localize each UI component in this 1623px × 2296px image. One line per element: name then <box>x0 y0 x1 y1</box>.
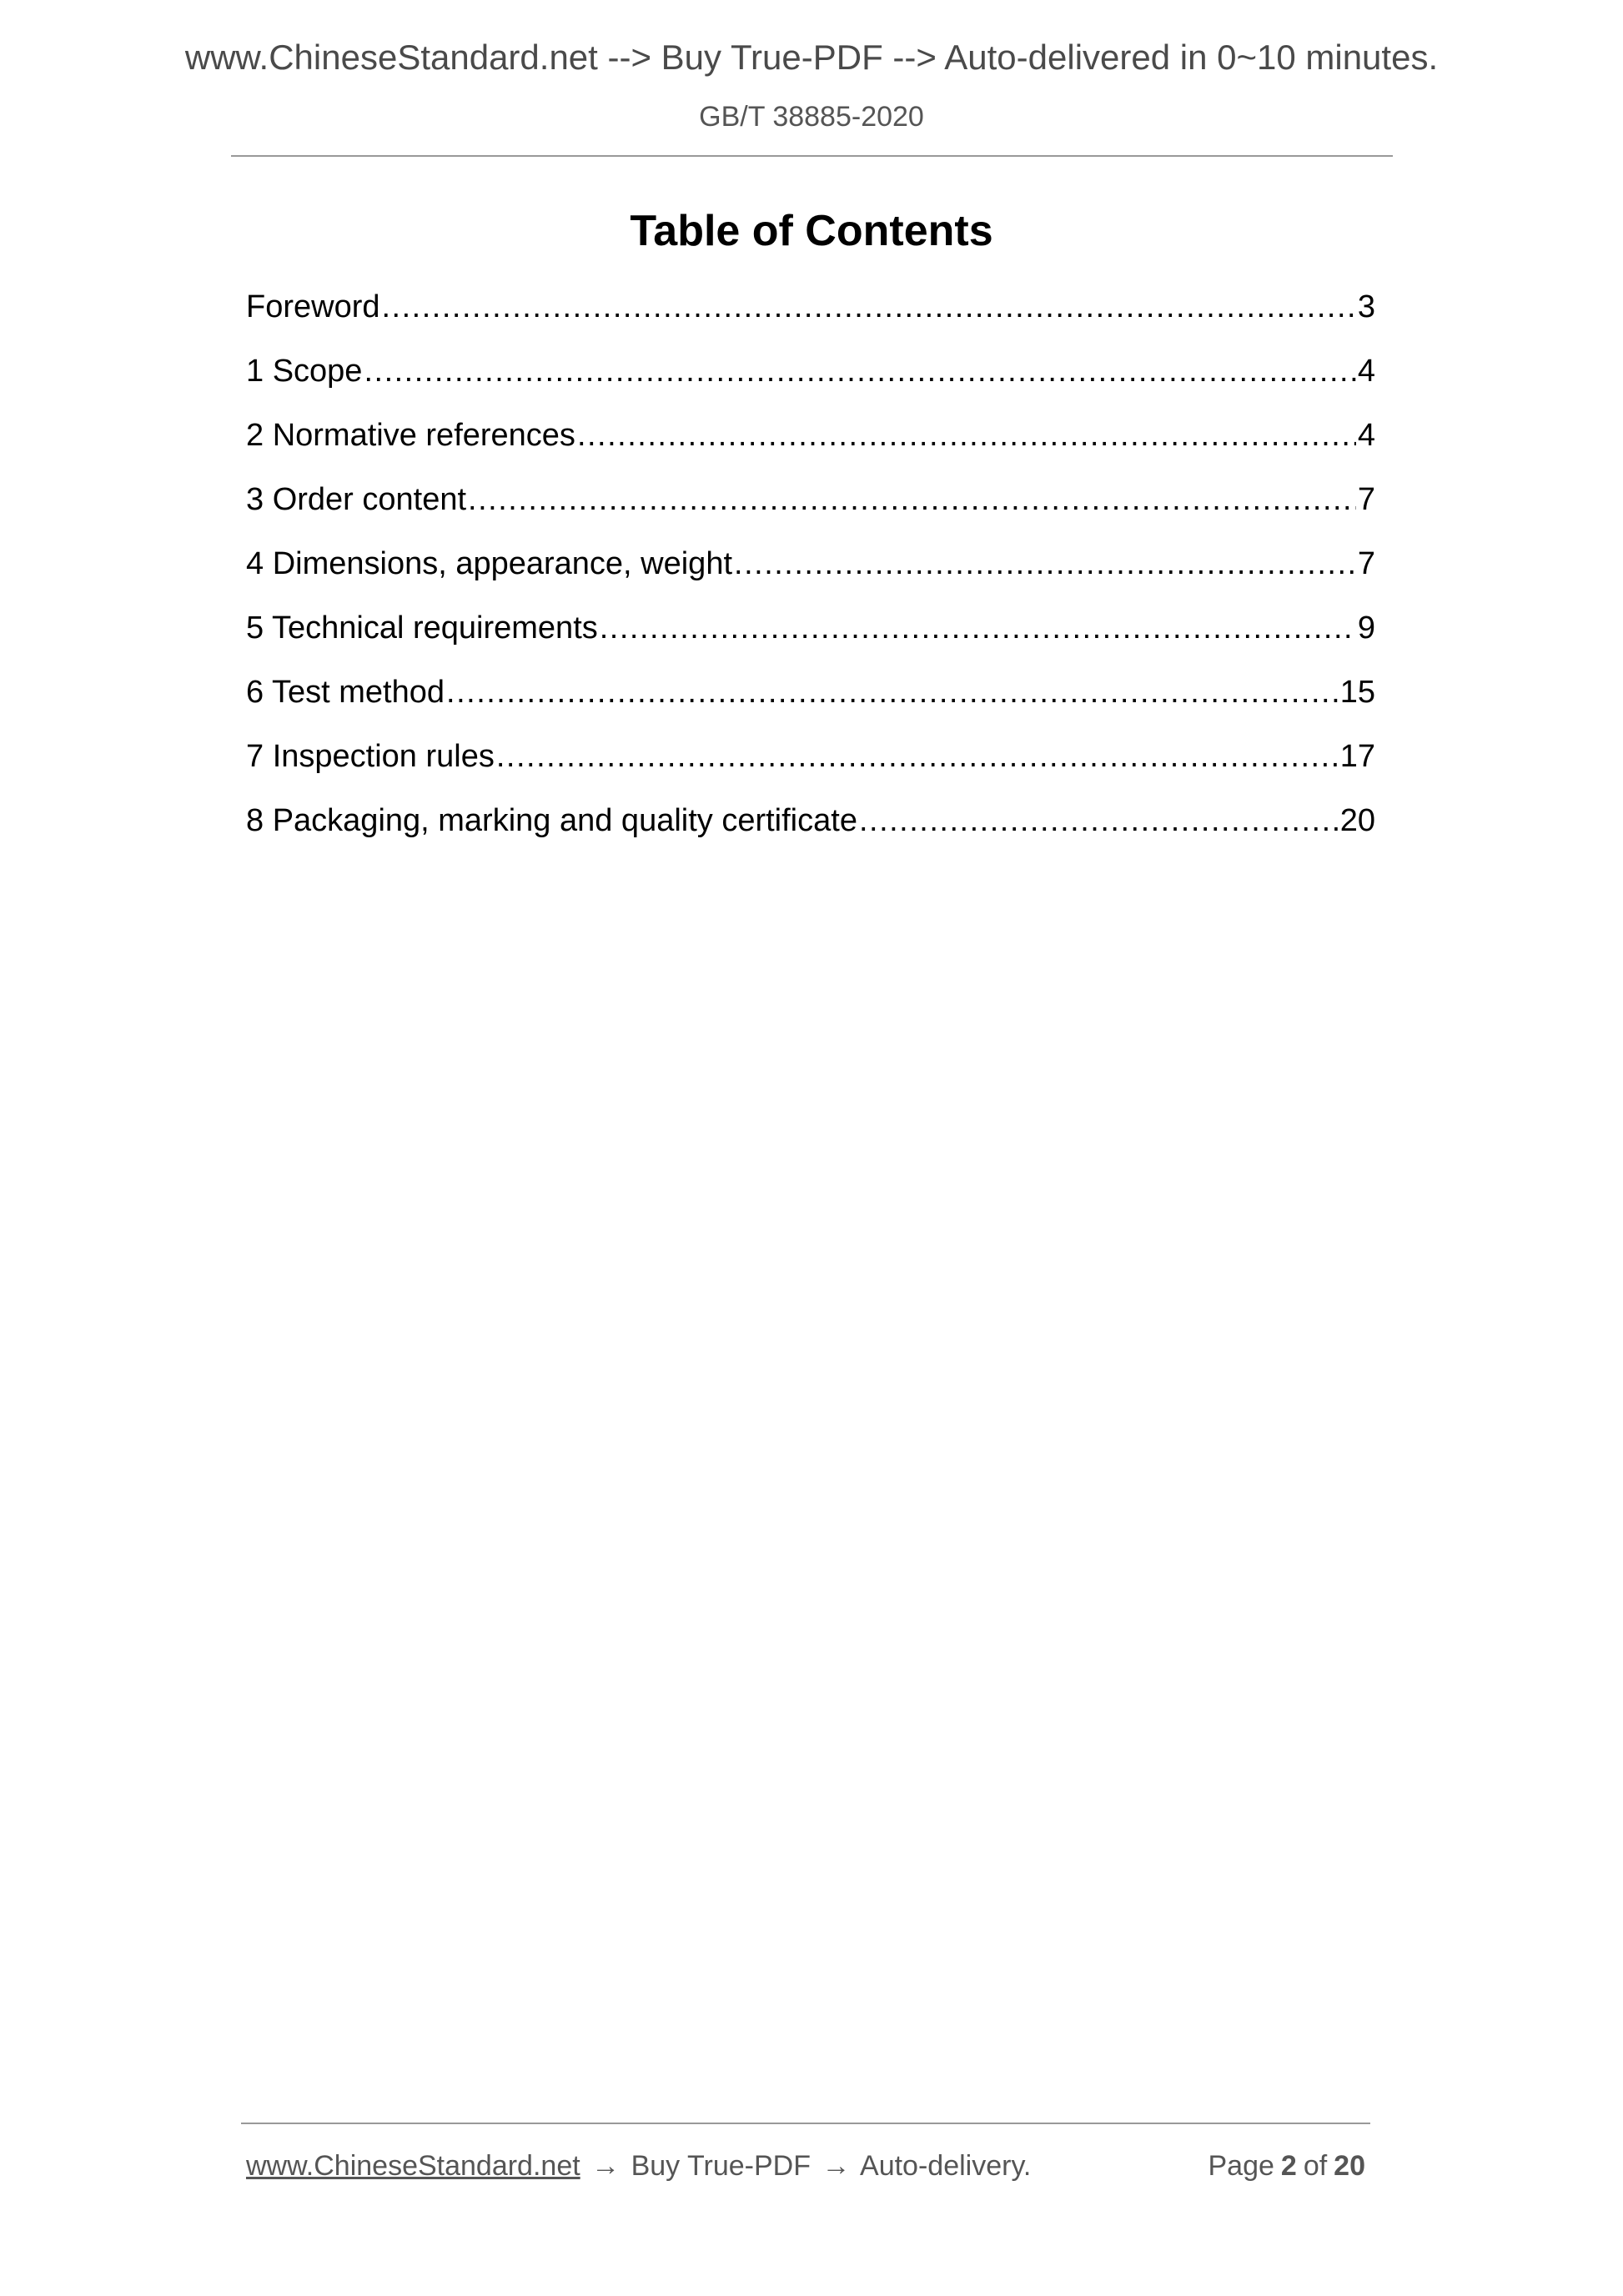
dot-leader <box>496 738 1339 775</box>
page-label: Page <box>1208 2150 1274 2182</box>
toc-entry-technical-requirements[interactable] <box>246 610 1375 674</box>
total-pages-number: 20 <box>1334 2150 1365 2182</box>
toc-entry-inspection-rules[interactable] <box>246 738 1375 802</box>
table-of-contents <box>246 289 1375 867</box>
toc-entry-normative-references[interactable] <box>246 417 1375 481</box>
footer-buy-text: Buy True-PDF <box>631 2150 811 2182</box>
toc-entry-label: 1 Scope <box>246 354 363 389</box>
toc-entry-page: 15 <box>1339 675 1375 710</box>
toc-entry-label: 3 Order content <box>246 482 467 517</box>
page-footer <box>246 2149 1365 2183</box>
dot-leader <box>382 289 1356 325</box>
toc-entry-page: 7 <box>1357 482 1375 517</box>
dot-leader <box>468 481 1356 518</box>
toc-entry-page: 9 <box>1357 610 1375 646</box>
header-banner: www.ChineseStandard.net --> Buy True-PDF --> Auto-delivered in 0~10 minutes. <box>184 38 1439 77</box>
document-code: GB/T 38885-2020 <box>699 101 924 133</box>
toc-entry-foreword[interactable] <box>246 289 1375 353</box>
toc-entry-label: 6 Test method <box>246 675 445 710</box>
toc-entry-label: 5 Technical requirements <box>246 610 598 646</box>
toc-entry-dimensions[interactable] <box>246 545 1375 610</box>
page-indicator <box>1208 2149 1365 2183</box>
toc-entry-page: 4 <box>1357 418 1375 453</box>
toc-entry-label: 8 Packaging, marking and quality certificate <box>246 803 857 838</box>
current-page-number: 2 <box>1280 2150 1297 2182</box>
footer-divider <box>241 2123 1370 2124</box>
toc-entry-label: Foreword <box>246 289 380 324</box>
arrow-right-icon: → <box>822 2150 851 2182</box>
dot-leader <box>577 417 1356 454</box>
dot-leader <box>859 802 1339 839</box>
footer-promo <box>246 2149 1031 2183</box>
toc-entry-label: 7 Inspection rules <box>246 739 495 774</box>
toc-entry-scope[interactable] <box>246 353 1375 417</box>
toc-entry-page: 17 <box>1339 739 1375 774</box>
dot-leader <box>734 545 1356 582</box>
website-link[interactable]: www.ChineseStandard.net <box>246 2150 580 2182</box>
dot-leader <box>364 353 1355 389</box>
footer-delivery-text: Auto-delivery. <box>860 2150 1032 2182</box>
header-divider <box>231 155 1393 157</box>
toc-entry-test-method[interactable] <box>246 674 1375 738</box>
toc-entry-page: 4 <box>1357 354 1375 389</box>
toc-entry-page: 7 <box>1357 546 1375 581</box>
toc-entry-label: 4 Dimensions, appearance, weight <box>246 546 733 581</box>
arrow-right-icon: → <box>591 2150 621 2182</box>
toc-entry-order-content[interactable] <box>246 481 1375 545</box>
toc-entry-packaging[interactable] <box>246 802 1375 867</box>
toc-title: Table of Contents <box>630 207 993 255</box>
dot-leader <box>600 610 1356 646</box>
toc-entry-page: 20 <box>1339 803 1375 838</box>
dot-leader <box>446 674 1339 711</box>
toc-entry-page: 3 <box>1357 289 1375 324</box>
toc-entry-label: 2 Normative references <box>246 418 575 453</box>
of-label: of <box>1303 2150 1328 2182</box>
